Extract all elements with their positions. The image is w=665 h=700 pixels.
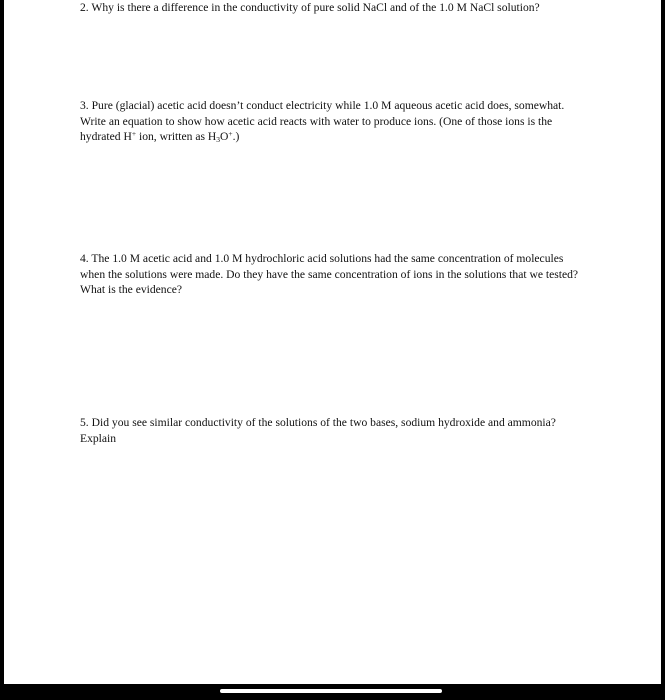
question-number: 5.: [80, 416, 89, 429]
question-body-part-3: O: [220, 130, 229, 143]
question-4: [80, 251, 580, 298]
question-5-text: [80, 415, 580, 446]
home-indicator-bar[interactable]: [220, 689, 442, 693]
question-body: Did you see similar conductivity of the solutions of the two bases, sodium hydroxide and ammonia? Explain: [80, 416, 556, 445]
question-number: 4.: [80, 252, 89, 265]
question-2: [80, 0, 580, 16]
subscript-three: 3: [216, 135, 221, 144]
question-number: 2.: [80, 1, 89, 14]
question-body: The 1.0 M acetic acid and 1.0 M hydrochloric acid solutions had the same concentration of molecules when the solutions were made. Do they have the same concentration of ions in the solutions that we tested? What is the evidence?: [80, 252, 579, 296]
question-4-text: [80, 251, 580, 298]
question-3: [80, 98, 580, 145]
question-3-text: [80, 98, 580, 145]
worksheet-page: [4, 0, 661, 684]
question-body-part-4: .): [232, 130, 240, 143]
question-body: Why is there a difference in the conductivity of pure solid NaCl and of the 1.0 M NaCl solution?: [91, 1, 540, 14]
question-body-part-1: Pure (glacial) acetic acid doesn’t conduct electricity while 1.0 M aqueous acetic acid does, somewhat. Write an equation to show how acetic acid reacts with water to produce ions. (One of those ions is the hydrated H: [80, 99, 565, 143]
question-number: 3.: [80, 99, 89, 112]
question-5: [80, 415, 580, 446]
question-body-part-2: ion, written as H: [136, 130, 217, 143]
question-2-text: [80, 0, 580, 16]
superscript-plus: +: [228, 129, 233, 138]
superscript-plus: +: [131, 129, 137, 138]
